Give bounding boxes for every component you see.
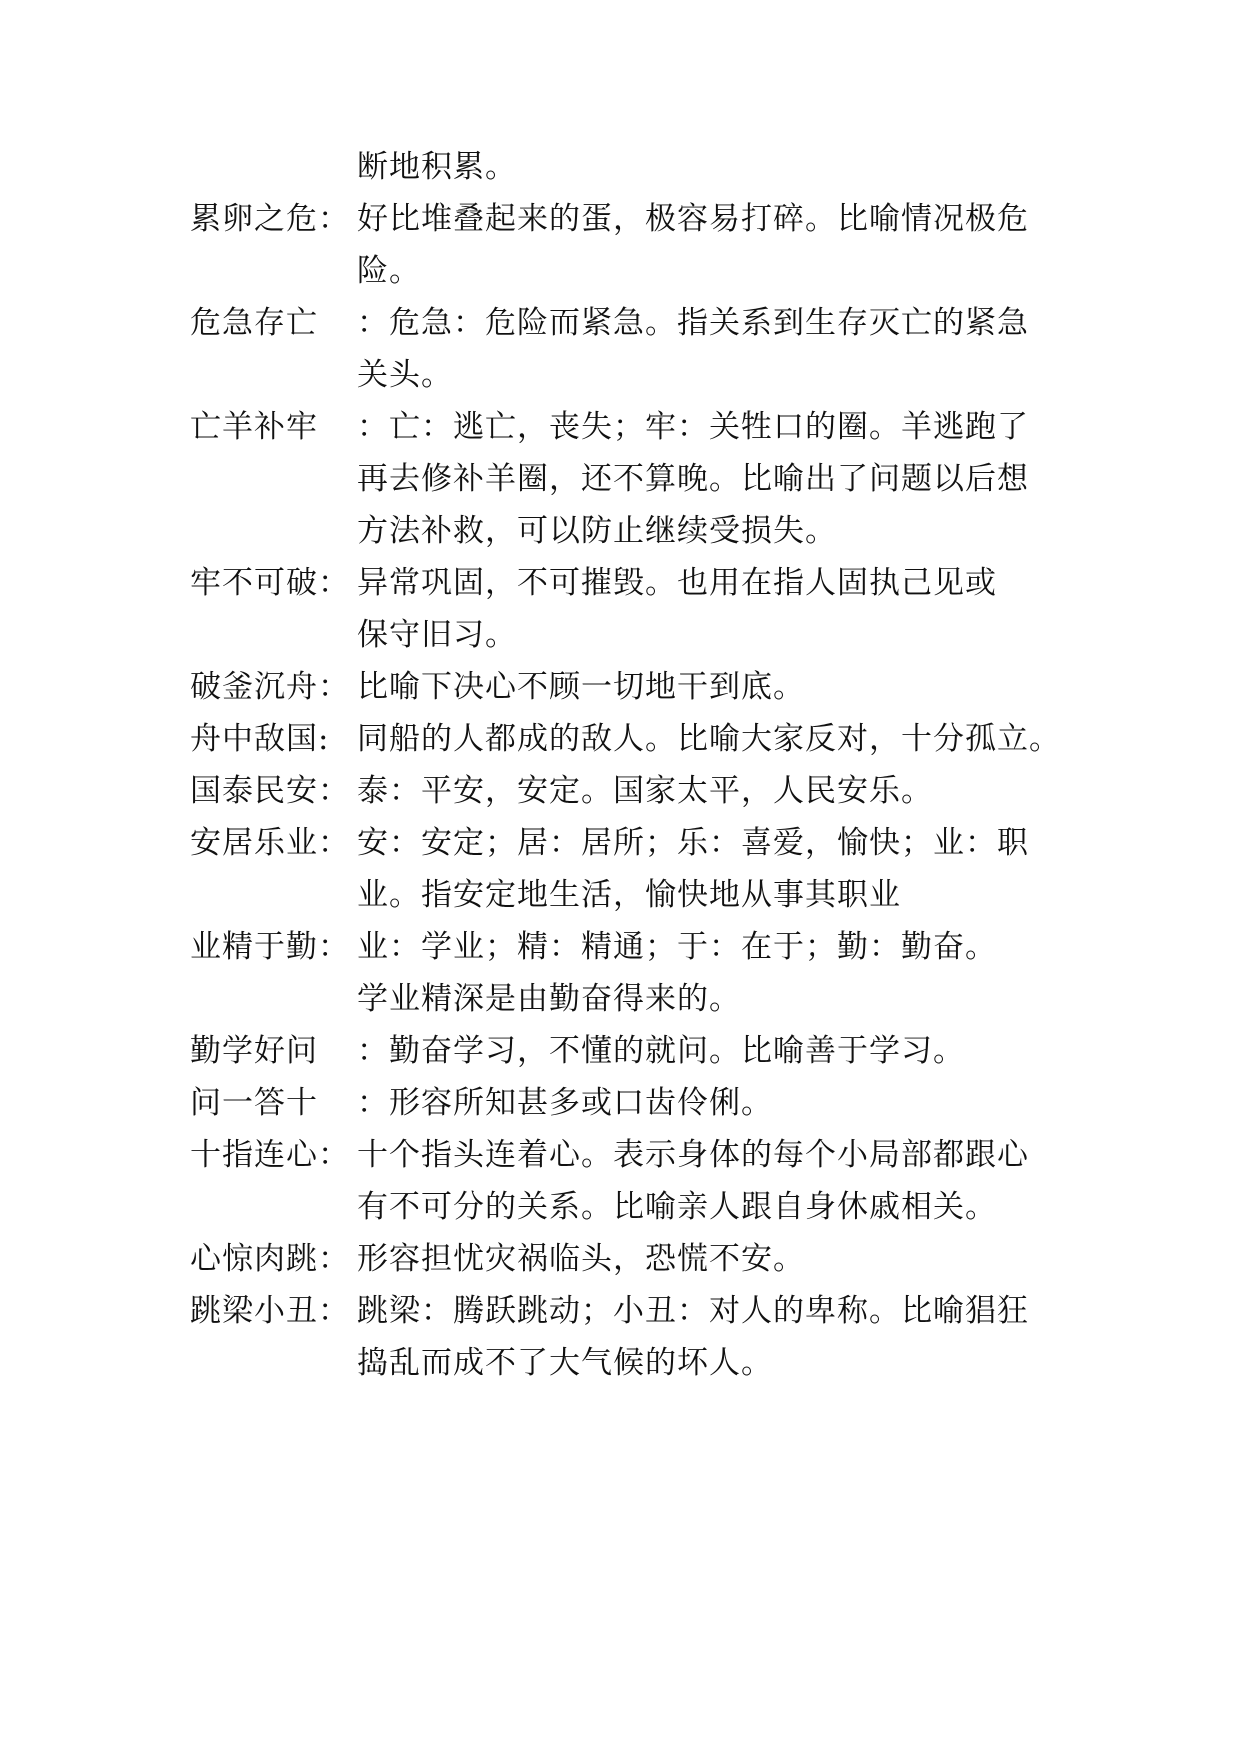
entry-8-line-0: 安：安定；居：居所；乐：喜爱，愉快；业：职 bbox=[357, 825, 1029, 861]
entry-3-term: 亡羊补牢 bbox=[190, 409, 318, 445]
entry-4-term: 牢不可破： bbox=[190, 565, 350, 601]
entry-0-line-0: 断地积累。 bbox=[357, 149, 517, 185]
entry-13-line-0: 形容担忧灾祸临头，恐慌不安。 bbox=[357, 1241, 805, 1277]
entry-8-term: 安居乐业： bbox=[190, 825, 350, 861]
entry-1-line-0: 好比堆叠起来的蛋，极容易打碎。比喻情况极危 bbox=[357, 201, 1029, 237]
entry-11-line-0: ：形容所知甚多或口齿伶俐。 bbox=[357, 1085, 773, 1121]
entry-5-term: 破釜沉舟： bbox=[190, 669, 350, 705]
entry-9-line-1: 学业精深是由勤奋得来的。 bbox=[357, 981, 741, 1017]
entry-12-line-0: 十个指头连着心。表示身体的每个小局部都跟心 bbox=[357, 1137, 1029, 1173]
entry-3-line-1: 再去修补羊圈，还不算晚。比喻出了问题以后想 bbox=[357, 461, 1029, 497]
entry-4-line-0: 异常巩固，不可摧毁。也用在指人固执己见或 bbox=[357, 565, 997, 601]
entry-2-term: 危急存亡 bbox=[190, 305, 318, 341]
entry-9-line-0: 业：学业；精：精通；于：在于；勤：勤奋。 bbox=[357, 929, 997, 965]
entry-11-term: 问一答十 bbox=[190, 1085, 318, 1121]
entry-12-line-1: 有不可分的关系。比喻亲人跟自身休戚相关。 bbox=[357, 1189, 997, 1225]
entry-3-line-0: ：亡：逃亡，丧失；牢：关牲口的圈。羊逃跑了 bbox=[357, 409, 1029, 445]
entry-6-term: 舟中敌国: bbox=[190, 721, 330, 757]
entry-13-term: 心惊肉跳： bbox=[190, 1241, 350, 1277]
entry-6-line-0: 同船的人都成的敌人。比喻大家反对，十分孤立。 bbox=[357, 721, 1061, 757]
entry-9-term: 业精于勤： bbox=[190, 929, 350, 965]
entry-4-line-1: 保守旧习。 bbox=[357, 617, 517, 653]
entry-14-term: 跳梁小丑： bbox=[190, 1293, 350, 1329]
entry-10-term: 勤学好问 bbox=[190, 1033, 318, 1069]
entry-2-line-1: 关头。 bbox=[357, 357, 453, 393]
entry-1-line-1: 险。 bbox=[357, 253, 421, 289]
entry-2-line-0: ：危急：危险而紧急。指关系到生存灭亡的紧急 bbox=[357, 305, 1029, 341]
entry-8-line-1: 业。指安定地生活，愉快地从事其职业 bbox=[357, 877, 901, 913]
entry-14-line-1: 捣乱而成不了大气候的坏人。 bbox=[357, 1345, 773, 1381]
entry-5-line-0: 比喻下决心不顾一切地干到底。 bbox=[357, 669, 805, 705]
entry-12-term: 十指连心： bbox=[190, 1137, 350, 1173]
entry-1-term: 累卵之危： bbox=[190, 201, 350, 237]
entry-10-line-0: ：勤奋学习，不懂的就问。比喻善于学习。 bbox=[357, 1033, 965, 1069]
entry-7-term: 国泰民安： bbox=[190, 773, 350, 809]
entry-14-line-0: 跳梁：腾跃跳动；小丑：对人的卑称。比喻猖狂 bbox=[357, 1293, 1029, 1329]
entry-7-line-0: 泰：平安，安定。国家太平，人民安乐。 bbox=[357, 773, 933, 809]
entry-3-line-2: 方法补救，可以防止继续受损失。 bbox=[357, 513, 837, 549]
